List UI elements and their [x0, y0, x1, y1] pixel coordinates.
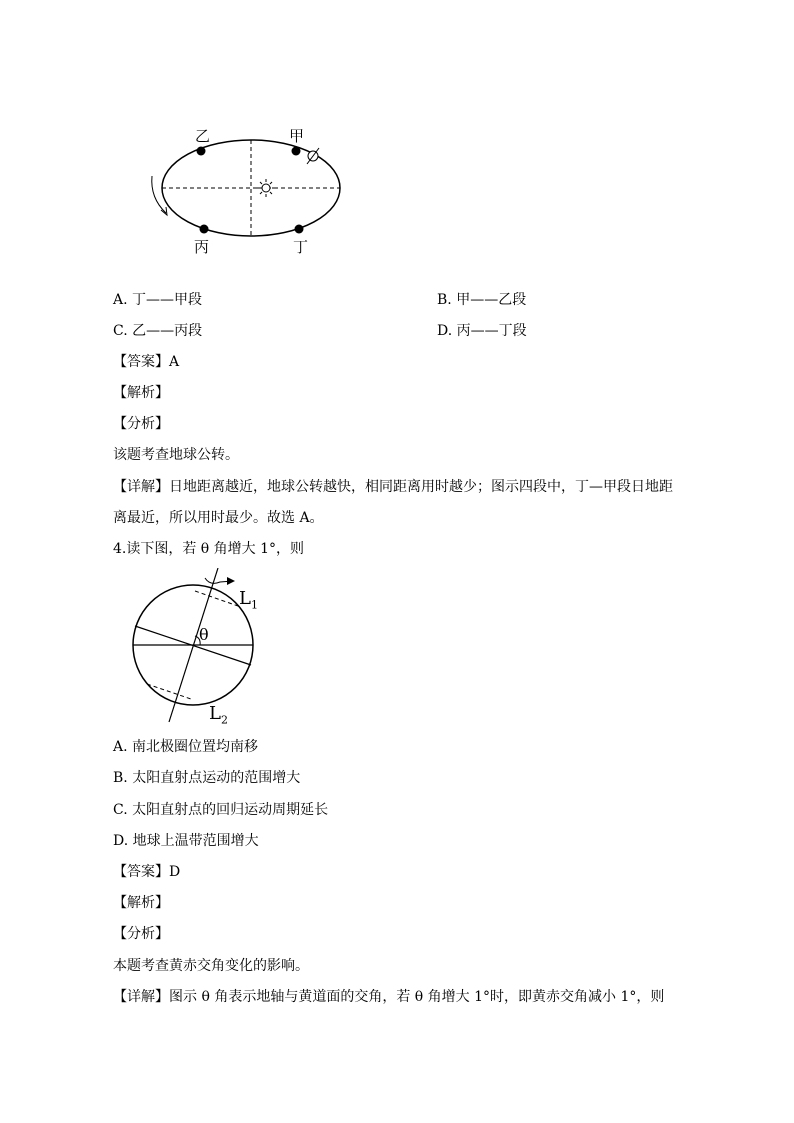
q4-option-b: B. 太阳直射点运动的范围增大: [113, 770, 301, 786]
q4-answer: 【答案】D: [113, 864, 181, 880]
orbit-point-bing: [200, 225, 209, 234]
revolution-direction-arrow: [152, 176, 166, 213]
orbit-point-jia: [292, 147, 301, 156]
q4-option-d: D. 地球上温带范围增大: [113, 833, 259, 849]
q4-fenxi-heading: 【分析】: [113, 926, 169, 942]
label-bing: 丙: [194, 238, 210, 256]
sun-icon: [257, 179, 275, 197]
l1-letter: L: [239, 588, 251, 609]
q3-option-b: B. 甲——乙段: [437, 292, 527, 308]
q3-fenxi-heading: 【分析】: [113, 416, 169, 432]
l2-letter: L: [209, 703, 221, 724]
q4-fenxi-text: 本题考查黄赤交角变化的影响。: [113, 958, 309, 974]
orbit-point-ding: [295, 225, 304, 234]
l2-label: [209, 703, 228, 727]
orbit-diagram: [130, 118, 360, 258]
q4-stem: 4.读下图，若 θ 角增大 1°，则: [113, 541, 305, 557]
q3-analysis-heading: 【解析】: [113, 385, 169, 401]
q4-analysis-heading: 【解析】: [113, 895, 169, 911]
q3-detail-line1: 【详解】日地距离越近，地球公转越快，相同距离用时越少；图示四段中，丁—甲段日地距: [113, 479, 673, 495]
l1-label: [239, 588, 258, 612]
q4-option-c: C. 太阳直射点的回归运动周期延长: [113, 802, 329, 818]
q3-option-c: C. 乙——丙段: [113, 323, 203, 339]
label-ding: 丁: [293, 238, 309, 256]
label-jia: 甲: [289, 127, 305, 145]
q3-detail-line2: 离最近，所以用时最少。故选 A。: [113, 510, 324, 526]
polar-circle-l2: [147, 684, 191, 699]
earth-icon: [307, 148, 319, 164]
label-yi: 乙: [195, 127, 211, 145]
q4-option-a: A. 南北极圈位置均南移: [113, 739, 259, 755]
l1-subscript: 1: [250, 598, 258, 612]
q4-detail-line1: 【详解】图示 θ 角表示地轴与黄道面的交角，若 θ 角增大 1°时，即黄赤交角减小 1°，则: [113, 989, 665, 1005]
q3-option-a: A. 丁——甲段: [113, 292, 203, 308]
orbit-point-yi: [197, 147, 206, 156]
l2-subscript: 2: [220, 713, 228, 727]
q3-fenxi-text: 该题考查地球公转。: [113, 447, 239, 463]
q3-answer: 【答案】A: [113, 354, 180, 370]
theta-label: θ: [199, 625, 209, 644]
q3-option-d: D. 丙——丁段: [437, 323, 527, 339]
